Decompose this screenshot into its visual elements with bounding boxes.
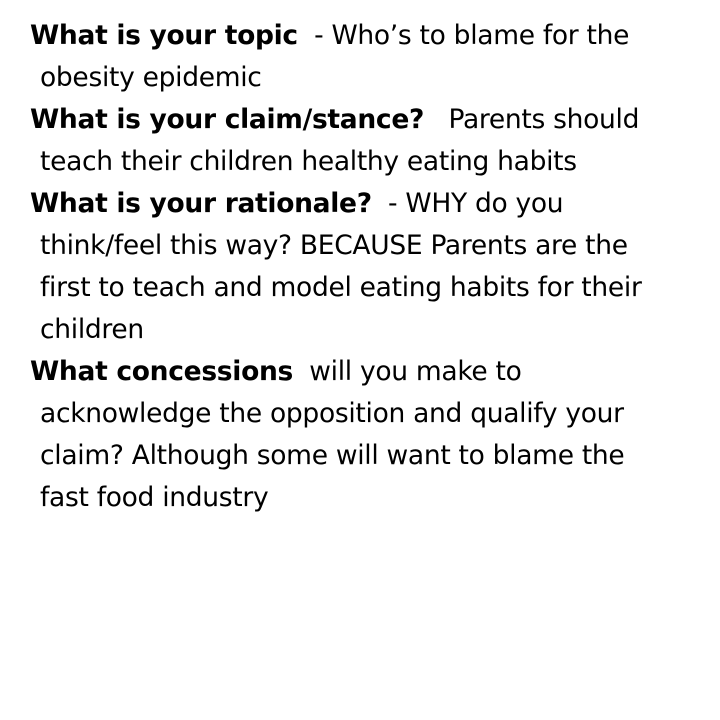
rationale-question-line — [30, 183, 563, 225]
topic-question: What is your topic — [30, 20, 298, 51]
claim-question-line — [30, 99, 639, 141]
rationale-continuation-line-3: children — [40, 314, 144, 345]
topic-answer-continuation: obesity epidemic — [40, 62, 262, 93]
concessions-continuation-line-1: acknowledge the opposition and qualify your — [40, 398, 624, 429]
concessions-answer: will you make to — [309, 356, 522, 387]
claim-answer: Parents should — [448, 104, 640, 135]
rationale-question: What is your rationale? — [30, 188, 372, 219]
claim-answer-continuation: teach their children healthy eating habits — [40, 146, 577, 177]
concessions-continuation-line-3: fast food industry — [40, 482, 269, 513]
concessions-continuation-line-2: claim? Although some will want to blame the — [40, 440, 625, 471]
topic-question-line — [30, 15, 629, 57]
rationale-continuation-line-2: first to teach and model eating habits for their — [40, 272, 642, 303]
claim-question: What is your claim/stance? — [30, 104, 425, 135]
rationale-answer: - WHY do you — [388, 188, 564, 219]
rationale-continuation-line-1: think/feel this way? BECAUSE Parents are the — [40, 230, 628, 261]
concessions-question-line — [30, 351, 522, 393]
topic-answer: - Who’s to blame for the — [314, 20, 630, 51]
concessions-question: What concessions — [30, 356, 294, 387]
